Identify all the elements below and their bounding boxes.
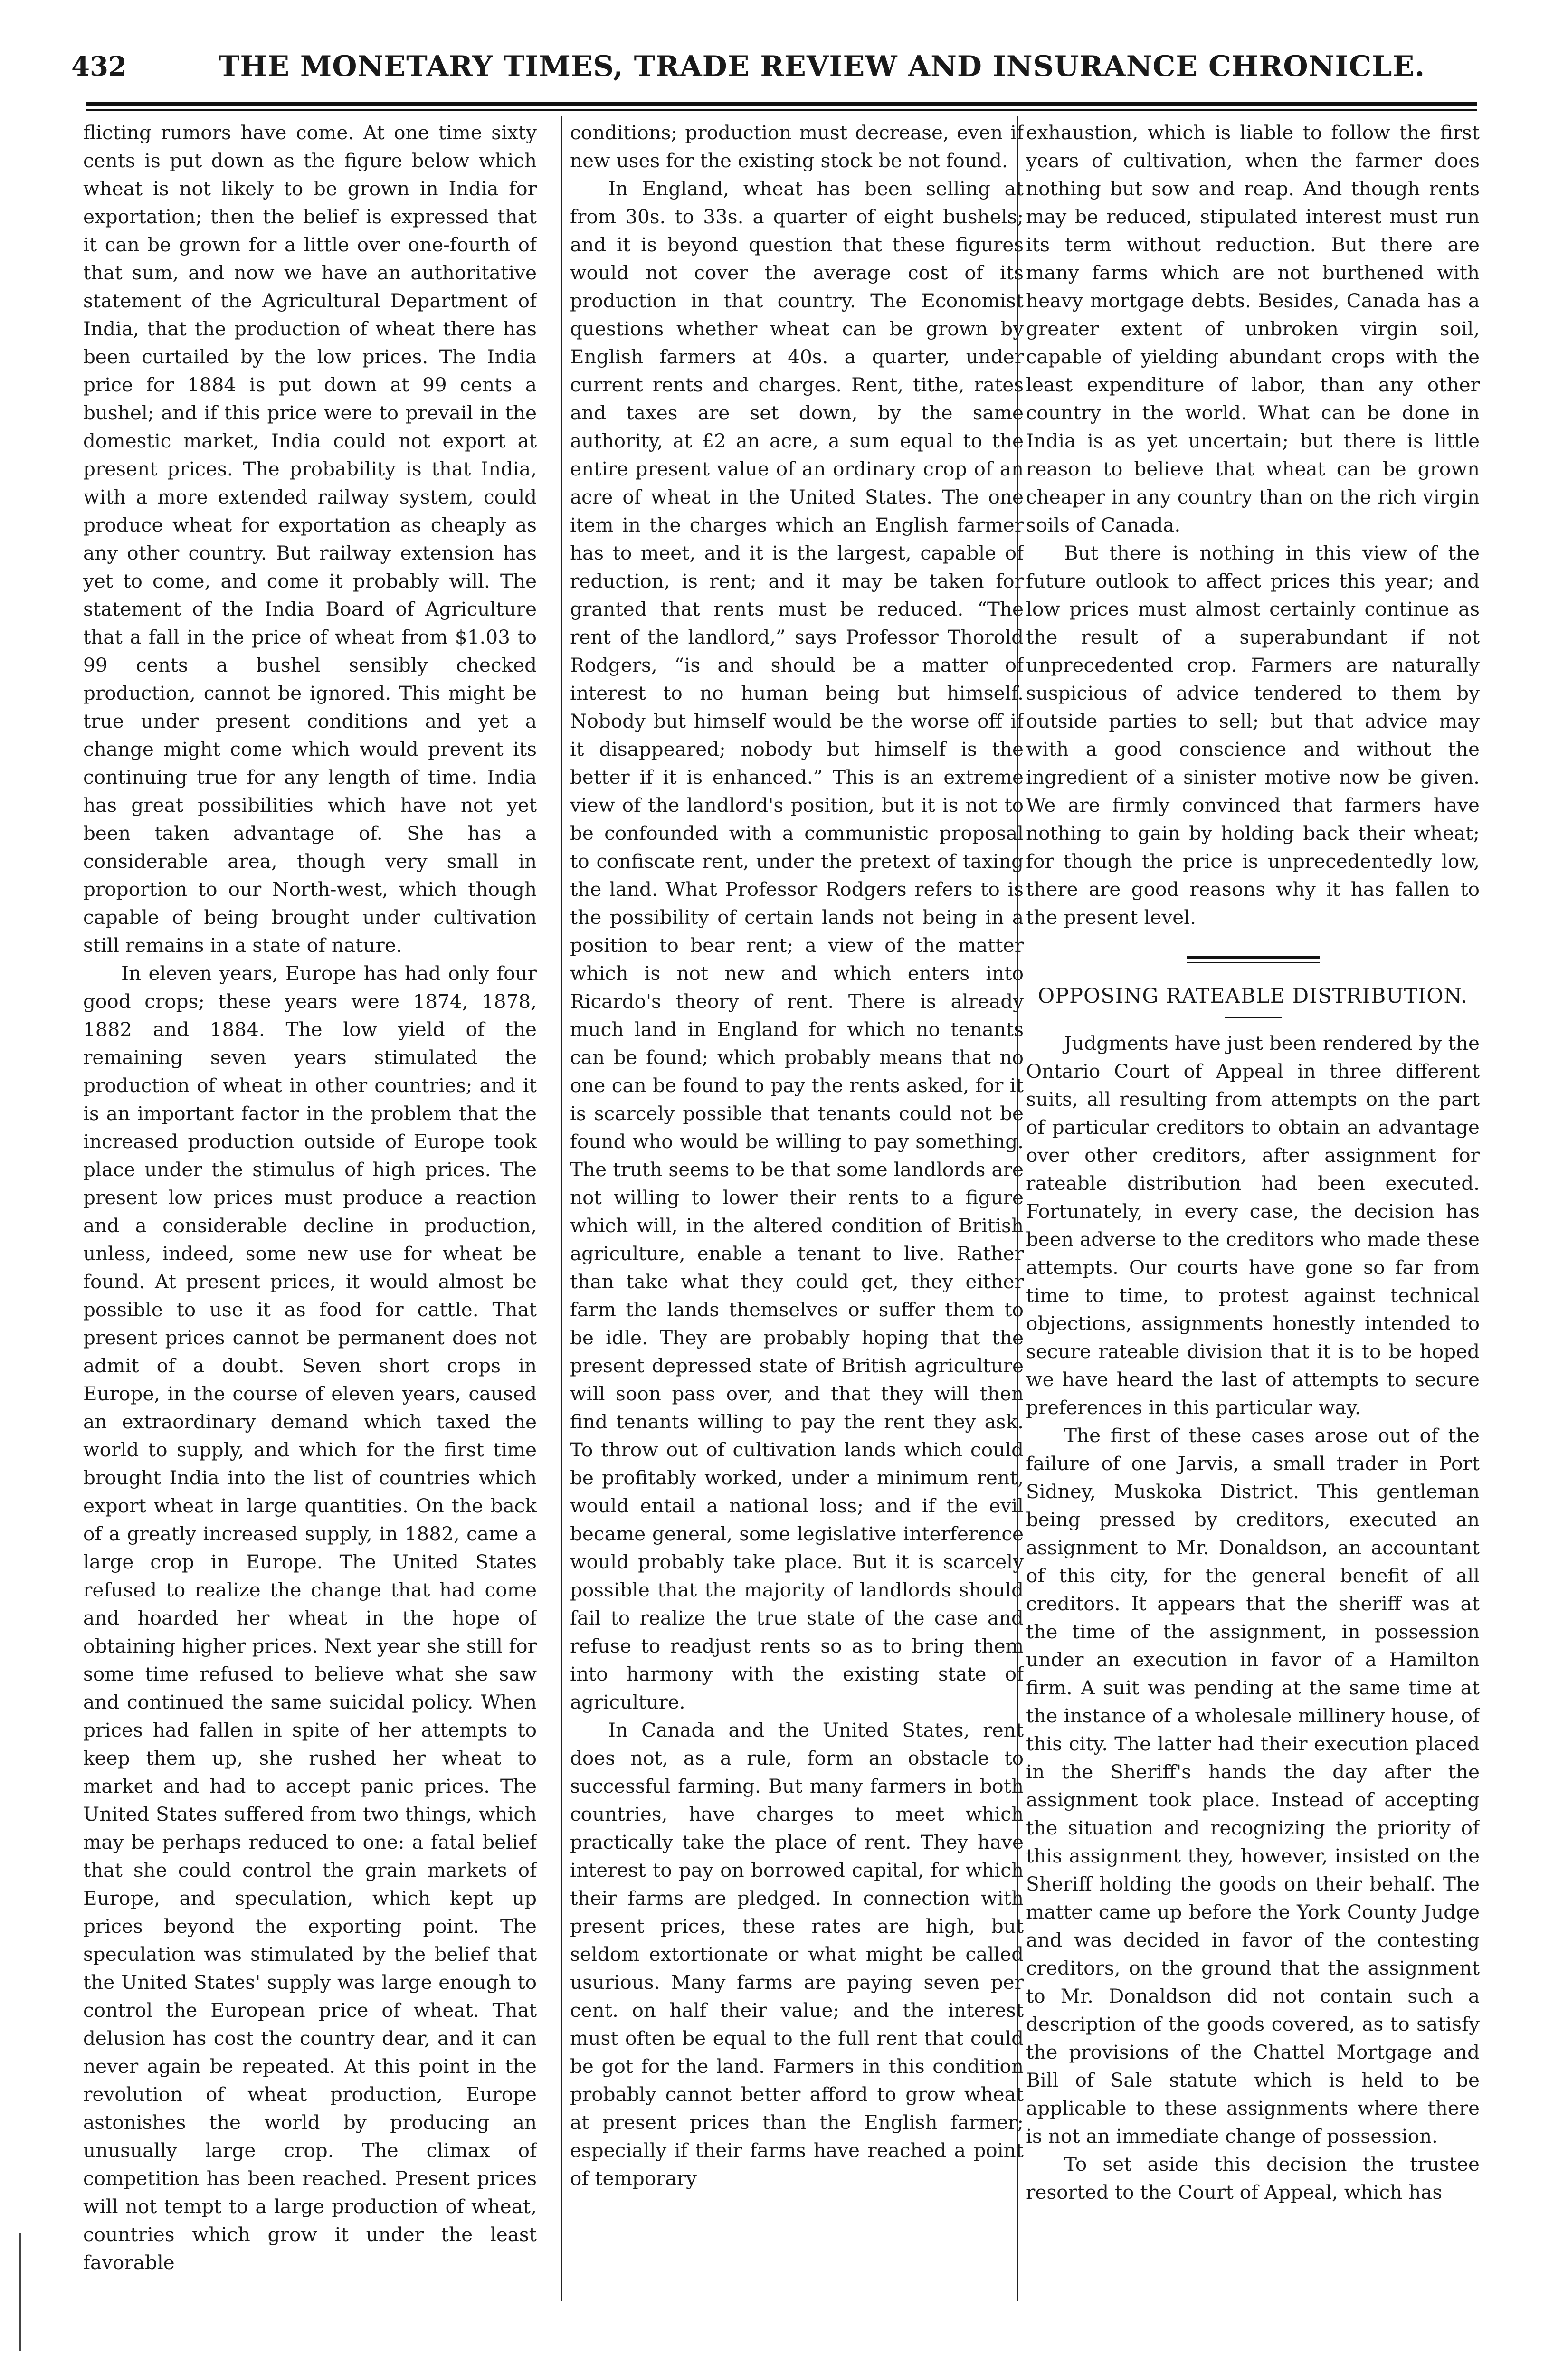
column-1 <box>83 119 537 2328</box>
column-divider-1 <box>561 116 562 2301</box>
col2-paragraph-2: In England, wheat has been selling at from 30s. to 33s. a quarter of eight bushels; and it is beyond question that these figures would not cover the average cost of its production in that country. The Economist questions whether wheat can be grown by English farmers at 40s. a quarter, under current rents and charges. Rent, tithe, rates and taxes are set down, by the same authority, at £2 an acre, a sum equal to the entire present value of an ordinary crop of an acre of wheat in the United States. The one item in the charges which an English farmer has to meet, and it is the largest, capable of reduction, is rent; and it may be taken for granted that rents must be reduced. “The rent of the landlord,” says Professor Thorold Rodgers, “is and should be a matter of interest to no human being but himself. Nobody but himself would be the worse off if it disappeared; nobody but himself is the better if it is enhanced.” This is an extreme view of the landlord's position, but it is not to be confounded with a communistic proposal to confiscate rent, under the pretext of taxing the land. What Professor Rodgers refers to is the possibility of certain lands not being in a position to bear rent; a view of the matter which is not new and which enters into Ricardo's theory of rent. There is already much land in England for which no tenants can be found; which probably means that no one can be found to pay the rents asked, for it is scarcely possible that tenants could not be found who would be willing to pay something. The truth seems to be that some landlords are not willing to lower their rents to a figure which will, in the altered condition of British agriculture, enable a tenant to live. Rather than take what they could get, they either farm the lands themselves or suffer them to be idle. They are probably hoping that the present depressed state of British agriculture will soon pass over, and that they will then find tenants willing to pay the rent they ask. To throw out of cultivation lands which could be profitably worked, under a minimum rent, would entail a national loss; and if the evil became general, some legislative interference would probably take place. But it is scarcely possible that the majority of landlords should fail to realize the true state of the case and refuse to readjust rents so as to bring them into harmony with the existing state of agriculture. <box>570 177 1024 1713</box>
header-rule-thin <box>86 109 1477 111</box>
page-number: 432 <box>71 51 127 82</box>
section-divider-thick <box>1187 956 1320 959</box>
col2-paragraph-3: In Canada and the United States, rent does not, as a rule, form an obstacle to successful farming. But many farmers in both countries, have charges to meet which practically take the place of rent. They have interest to pay on borrowed capital, for which their farms are pledged. In connection with present prices, these rates are high, but seldom extortionate or what might be called usurious. Many farms are paying seven per cent. on half their value; and the interest must often be equal to the full rent that could be got for the land. Farmers in this condition probably cannot better afford to grow wheat at present prices than the English farmer; especially if their farms have reached a point of temporary <box>570 1719 1024 2190</box>
col1-paragraph-2: In eleven years, Europe has had only four good crops; these years were 1874, 1878, 1882 and 1884. The low yield of the remaining seven years stimulated the production of wheat in other countries; and it is an important factor in the problem that the increased production outside of Europe took place under the stimulus of high prices. The present low prices must produce a reaction and a considerable decline in production, unless, indeed, some new use for wheat be found. At present prices, it would almost be possible to use it as food for cattle. That present prices cannot be permanent does not admit of a doubt. Seven short crops in Europe, in the course of eleven years, caused an extraordinary demand which taxed the world to supply, and which for the first time brought India into the list of countries which export wheat in large quantities. On the back of a greatly increased supply, in 1882, came a large crop in Europe. The United States refused to realize the change that had come and hoarded her wheat in the hope of obtaining higher prices. Next year she still for some time refused to believe what she saw and continued the same suicidal policy. When prices had fallen in spite of her attempts to keep them up, she rushed her wheat to market and had to accept panic prices. The United States suffered from two things, which may be perhaps reduced to one: a fatal belief that she could control the grain markets of Europe, and speculation, which kept up prices beyond the exporting point. The speculation was stimulated by the belief that the United States' supply was large enough to control the European price of wheat. That delusion has cost the country dear, and it can never again be repeated. At this point in the revolution of wheat production, Europe astonishes the world by producing an unusually large crop. The climax of competition has been reached. Present prices will not tempt to a large production of wheat, countries which grow it under the least favorable <box>83 962 537 2274</box>
column-3 <box>1026 119 1480 2328</box>
journal-title: THE MONETARY TIMES, TRADE REVIEW AND INSURANCE CHRONICLE. <box>218 50 1425 83</box>
col3-paragraph-3: Judgments have just been rendered by the Ontario Court of Appeal in three different suits, all resulting from attempts on the part of particular creditors to obtain an advantage over other creditors, after assignment for rateable distribution had been executed. Fortunately, in every case, the decision has been adverse to the creditors who made these attempts. Our courts have gone so far from time to time, to protest against technical objections, assignments honestly intended to secure rateable division that it is to be hoped we have heard the last of attempts to secure preferences in this particular way. <box>1026 1032 1480 1419</box>
col3-paragraph-5: To set aside this decision the trustee resorted to the Court of Appeal, which has <box>1026 2153 1480 2204</box>
binding-edge-mark <box>19 2233 49 2351</box>
col3-paragraph-2: But there is nothing in this view of the future outlook to affect prices this year; and low prices must almost certainly continue as the result of a superabundant if not unprecedented crop. Farmers are naturally suspicious of advice tendered to them by outside parties to sell; but that advice may with a good conscience and without the ingredient of a sinister motive now be given. We are firmly convinced that farmers have nothing to gain by holding back their wheat; for though the price is unprecedentedly low, there are good reasons why it has fallen to the present level. <box>1026 542 1480 929</box>
page-header <box>71 38 1496 95</box>
column-2 <box>570 119 1024 2328</box>
section-divider-thin <box>1187 962 1320 963</box>
col2-paragraph-1: conditions; production must decrease, even if new uses for the existing stock be not found. <box>570 121 1024 172</box>
heading-underline <box>1225 1017 1282 1018</box>
col3-paragraph-1: exhaustion, which is liable to follow the first years of cultivation, when the farmer does nothing but sow and reap. And though rents may be reduced, stipulated interest must run its term without reduction. But there are many farms which are not burthened with heavy mortgage debts. Besides, Canada has a greater extent of unbroken virgin soil, capable of yielding abundant crops with the least expenditure of labor, than any other country in the world. What can be done in India is as yet uncertain; but there is little reason to believe that wheat can be grown cheaper in any country than on the rich virgin soils of Canada. <box>1026 121 1480 536</box>
header-rule-thick <box>86 102 1477 106</box>
section-heading: OPPOSING RATEABLE DISTRIBUTION. <box>1037 984 1468 1008</box>
col1-paragraph-1: flicting rumors have come. At one time sixty cents is put down as the figure below which wheat is not likely to be grown in India for exportation; then the belief is expressed that it can be grown for a little over one-fourth of that sum, and now we have an authoritative statement of the Agricultural Department of India, that the production of wheat there has been curtailed by the low prices. The India price for 1884 is put down at 99 cents a bushel; and if this price were to prevail in the domestic market, India could not export at present prices. The probability is that India, with a more extended railway system, could produce wheat for exportation as cheaply as any other country. But railway extension has yet to come, and come it probably will. The statement of the India Board of Agriculture that a fall in the price of wheat from $1.03 to 99 cents a bushel sensibly checked production, cannot be ignored. This might be true under present conditions and yet a change might come which would prevent its continuing true for any length of time. India has great possibilities which have not yet been taken advantage of. She has a considerable area, though very small in proportion to our North-west, which though capable of being brought under cultivation still remains in a state of nature. <box>83 121 537 957</box>
col3-paragraph-4: The first of these cases arose out of the failure of one Jarvis, a small trader in Port Sidney, Muskoka District. This gentleman being pressed by creditors, executed an assignment to Mr. Donaldson, an accountant of this city, for the general benefit of all creditors. It appears that the sheriff was at the time of the assignment, in possession under an execution in favor of a Hamilton firm. A suit was pending at the same time at the instance of a wholesale millinery house, of this city. The latter had their execution placed in the Sheriff's hands the day after the assignment took place. Instead of accepting the situation and recognizing the priority of this assignment they, however, insisted on the Sheriff holding the goods on their behalf. The matter came up before the York County Judge and was decided in favor of the contesting creditors, on the ground that the assignment to Mr. Donaldson did not contain such a description of the goods covered, as to satisfy the provisions of the Chattel Mortgage and Bill of Sale statute which is held to be applicable to these assignments where there is not an immediate change of possession. <box>1026 1424 1480 2147</box>
